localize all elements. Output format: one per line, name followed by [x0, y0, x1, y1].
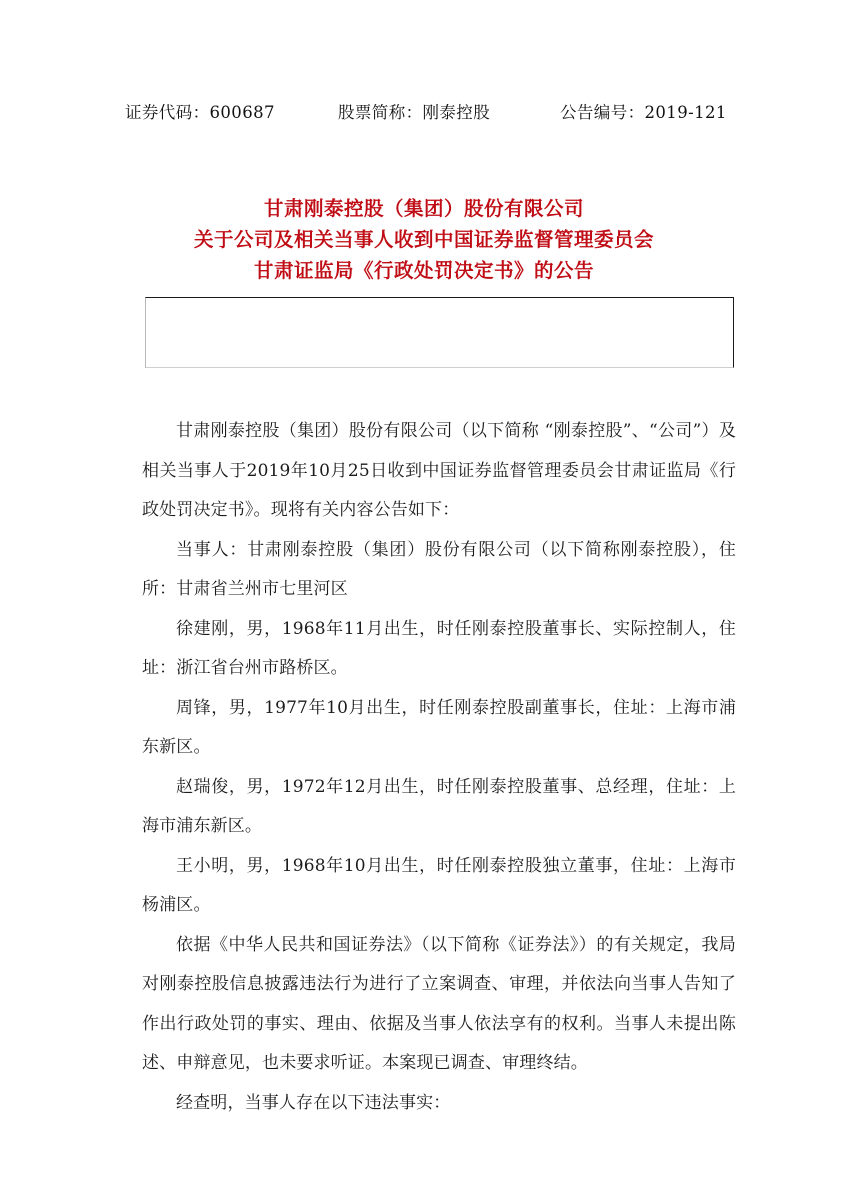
title-line-1: 甘肃刚泰控股（集团）股份有限公司 [263, 197, 584, 220]
document-body [142, 412, 736, 1123]
announcement-number-segment [560, 99, 727, 123]
body-paragraph: 经查明，当事人存在以下违法事实： [176, 1092, 451, 1113]
body-paragraph: 依据《中华人民共和国证券法》（以下简称《证券法》）的有关规定，我局对刚泰控股信息披露违法行为进行了立案调查、审理，并依法向当事人告知了作出行政处罚的事实、理由、依据及当事人依法享有的权利。当事人未提出陈述、申辩意见，也未要求听证。本案现已调查、审理终结。 [142, 934, 736, 1073]
document-header-line [125, 99, 745, 125]
stock-name-label: 股票简称： [338, 103, 423, 122]
security-code-value: 600687 [209, 103, 275, 122]
body-paragraph: 赵瑞俊，男，1972年12月出生，时任刚泰控股董事、总经理，住址：上海市浦东新区。 [142, 776, 736, 836]
body-paragraph: 当事人：甘肃刚泰控股（集团）股份有限公司（以下简称刚泰控股），住所：甘肃省兰州市七里河区 [142, 539, 736, 599]
security-code-label: 证券代码： [125, 103, 210, 122]
title-line-2: 关于公司及相关当事人收到中国证券监督管理委员会 [193, 228, 654, 251]
announcement-number-label: 公告编号： [560, 103, 645, 122]
body-paragraph: 徐建刚，男，1968年11月出生，时任刚泰控股董事长、实际控制人，住址：浙江省台州市路桥区。 [142, 618, 736, 678]
document-title [104, 193, 744, 286]
body-paragraph: 周锋，男，1977年10月出生，时任刚泰控股副董事长，住址：上海市浦东新区。 [142, 697, 736, 757]
title-line-3: 甘肃证监局《行政处罚决定书》的公告 [253, 259, 594, 282]
notice-box [145, 297, 734, 368]
stock-name-segment [338, 99, 560, 123]
security-code-segment [125, 99, 338, 123]
body-paragraph: 王小明，男，1968年10月出生，时任刚泰控股独立董事，住址：上海市杨浦区。 [142, 855, 736, 915]
announcement-number-value: 2019-121 [644, 103, 727, 122]
stock-name-value: 刚泰控股 [422, 103, 491, 122]
body-paragraph: 甘肃刚泰控股（集团）股份有限公司（以下简称 “刚泰控股”、“公司”）及相关当事人于2019年10月25日收到中国证券监督管理委员会甘肃证监局《行政处罚决定书》。现将有关内容公告如下： [142, 421, 736, 520]
